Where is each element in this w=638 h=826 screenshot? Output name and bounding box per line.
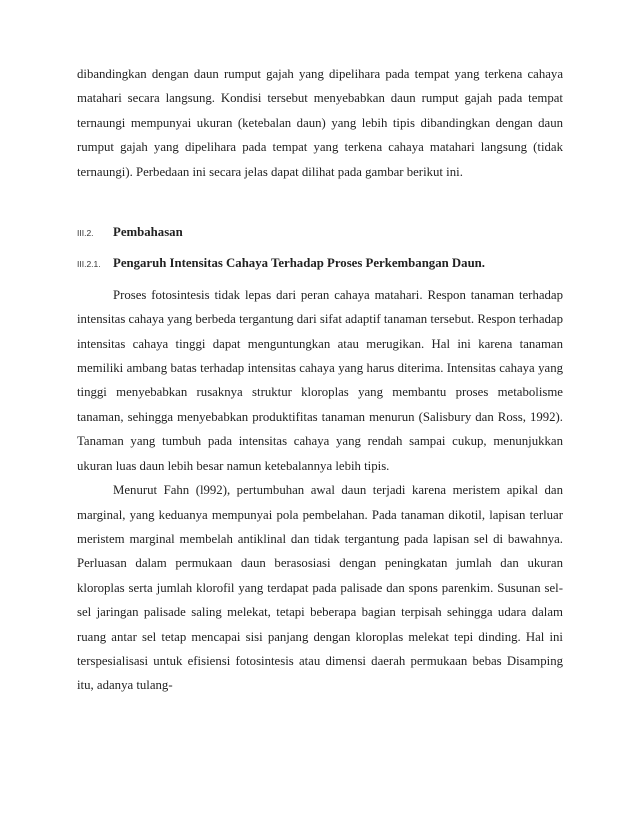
paragraph-fotosintesis: Proses fotosintesis tidak lepas dari peran cahaya matahari. Respon tanaman terhadap intensitas cahaya yang berbeda tergantung dari sifat adaptif tanaman tersebut. Respon terhadap intensitas cahaya tinggi dapat menguntungkan atau merugikan. Hal ini karena tanaman memiliki ambang batas terhadap intensitas cahaya yang harus diterima. Intensitas cahaya yang tinggi menyebabkan rusaknya struktur kloroplas yang membantu proses metabolisme tanaman, sehingga menyebabkan produktifitas tanaman menurun (Salisbury dan Ross, 1992). Tanaman yang tumbuh pada intensitas cahaya yang rendah sampai cukup, menunjukkan ukuran luas daun lebih besar namun ketebalannya lebih tipis.: [77, 287, 563, 473]
document-page: [77, 62, 563, 698]
subsection-title: Pengaruh Intensitas Cahaya Terhadap Proses Perkembangan Daun.: [113, 256, 485, 271]
subsection-number: III.2.1.: [77, 259, 101, 270]
section-title: Pembahasan: [113, 225, 183, 240]
paragraph-fahn: Menurut Fahn (l992), pertumbuhan awal daun terjadi karena meristem apikal dan marginal, yang keduanya mempunyai pola pembelahan. Pada tanaman dikotil, lapisan terluar meristem marginal membelah antiklinal dan tidak tergantung pada lapisan sel di bawahnya. Perluasan dalam permukaan daun berasosiasi dengan peningkatan jumlah dan ukuran kloroplas serta jumlah klorofil yang terdapat pada palisade dan spons parenkim. Susunan sel-sel jaringan palisade saling melekat, tetapi beberapa bagian terpisah sehingga udara dalam ruang antar sel tetap mencapai sisi panjang dengan kloroplas melekat tepi dinding. Hal ini terspesialisasi untuk efisiensi fotosintesis atau dimensi daerah permukaan bebas Disamping itu, adanya tulang-: [77, 483, 563, 693]
section-number: III.2.: [77, 228, 94, 239]
section-spacer: [77, 184, 563, 220]
paragraph-continuation: dibandingkan dengan daun rumput gajah yang dipelihara pada tempat yang terkena cahaya matahari secara langsung. Kondisi tersebut menyebabkan daun rumput gajah pada tempat ternaungi mempunyai ukuran (ketebalan daun) yang lebih tipis dibandingkan dengan daun rumput gajah yang dipelihara pada tempat yang terkena cahaya matahari langsung (tidak ternaungi). Perbedaan ini secara jelas dapat dilihat pada gambar berikut ini.: [77, 67, 563, 179]
section-heading: [77, 220, 563, 245]
subsection-heading: [77, 251, 563, 276]
